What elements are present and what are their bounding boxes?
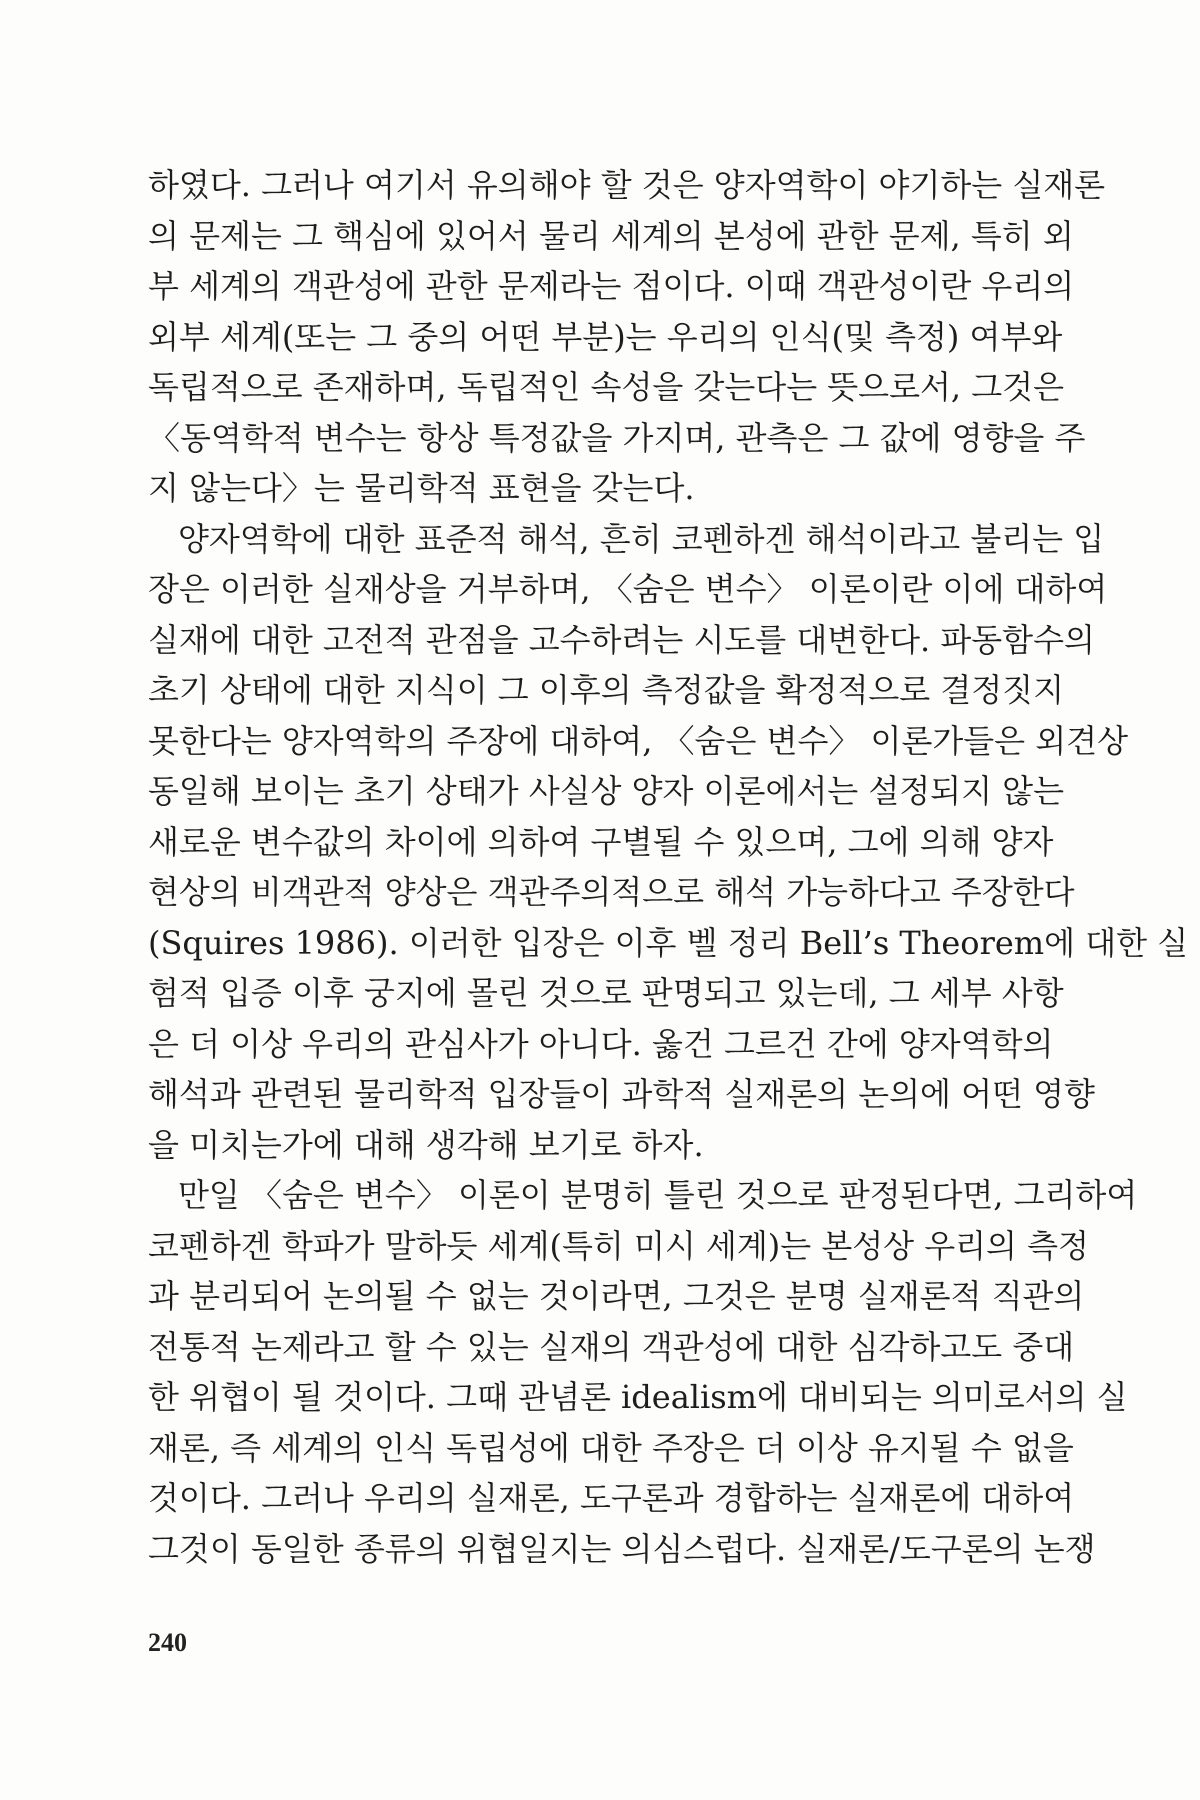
text-line: 전통적 논제라고 할 수 있는 실재의 객관성에 대한 심각하고도 중대 — [148, 1327, 1075, 1366]
text-line: 과 분리되어 논의될 수 없는 것이라면, 그것은 분명 실재론적 직관의 — [148, 1277, 1085, 1315]
text-line: 독립적으로 존재하며, 독립적인 속성을 갖는다는 뜻으로서, 그것은 — [148, 368, 1065, 406]
text-line: 새로운 변수값의 차이에 의하여 구별될 수 있으며, 그에 의해 양자 — [148, 822, 1054, 861]
text-line: 의 문제는 그 핵심에 있어서 물리 세계의 본성에 관한 문제, 특히 외 — [148, 216, 1074, 255]
text-line: 부 세계의 객관성에 관한 문제라는 점이다. 이때 객관성이란 우리의 — [148, 267, 1075, 305]
text-line: 양자역학에 대한 표준적 해석, 흔히 코펜하겐 해석이라고 불리는 입 — [178, 519, 1105, 558]
text-line: 것이다. 그러나 우리의 실재론, 도구론과 경합하는 실재론에 대하여 — [148, 1479, 1075, 1517]
text-line: 초기 상태에 대한 지식이 그 이후의 측정값을 확정적으로 결정짓지 — [148, 671, 1065, 709]
text-line: (Squires 1986). 이러한 입장은 이후 벨 정리 Bell’s Theorem에 대한 실 — [148, 923, 1189, 962]
text-line: 〈동역학적 변수는 항상 특정값을 가지며, 관측은 그 값에 영향을 주 — [148, 418, 1086, 457]
paragraph — [148, 160, 1106, 514]
text-line: 실재에 대한 고전적 관점을 고수하려는 시도를 대변한다. 파동함수의 — [148, 620, 1095, 659]
text-line: 을 미치는가에 대해 생각해 보기로 하자. — [148, 1125, 704, 1164]
text-line: 현상의 비객관적 양상은 객관주의적으로 해석 가능하다고 주장한다 — [148, 873, 1075, 911]
text-line: 지 않는다〉는 물리학적 표현을 갖는다. — [148, 469, 695, 507]
page-number: 240 — [148, 1628, 187, 1657]
text-line: 한 위협이 될 것이다. 그때 관념론 idealism에 대비되는 의미로서의 실 — [148, 1378, 1128, 1416]
text-line: 험적 입증 이후 궁지에 몰린 것으로 판명되고 있는데, 그 세부 사항 — [148, 974, 1064, 1012]
text-line: 은 더 이상 우리의 관심사가 아니다. 옳건 그르건 간에 양자역학의 — [148, 1024, 1054, 1063]
text-line: 하였다. 그러나 여기서 유의해야 할 것은 양자역학이 야기하는 실재론 — [148, 166, 1106, 204]
text-line: 코펜하겐 학파가 말하듯 세계(특히 미시 세계)는 본성상 우리의 측정 — [148, 1226, 1089, 1265]
text-line: 동일해 보이는 초기 상태가 사실상 양자 이론에서는 설정되지 않는 — [148, 772, 1065, 810]
text-line: 해석과 관련된 물리학적 입장들이 과학적 실재론의 논의에 어떤 영향 — [148, 1075, 1095, 1113]
text-line: 외부 세계(또는 그 중의 어떤 부분)는 우리의 인식(및 측정) 여부와 — [148, 317, 1063, 356]
text-line: 만일 〈숨은 변수〉 이론이 분명히 틀린 것으로 판정된다면, 그리하여 — [178, 1176, 1138, 1214]
paragraph — [148, 1170, 1138, 1574]
body-text — [148, 160, 1189, 1574]
text-line: 못한다는 양자역학의 주장에 대하여, 〈숨은 변수〉 이론가들은 외견상 — [148, 721, 1129, 760]
text-line: 장은 이러한 실재상을 거부하며, 〈숨은 변수〉 이론이란 이에 대하여 — [148, 570, 1108, 608]
text-line: 그것이 동일한 종류의 위협일지는 의심스럽다. 실재론/도구론의 논쟁 — [148, 1529, 1096, 1568]
paragraph — [148, 514, 1189, 1171]
text-line: 재론, 즉 세계의 인식 독립성에 대한 주장은 더 이상 유지될 수 없을 — [148, 1428, 1074, 1467]
